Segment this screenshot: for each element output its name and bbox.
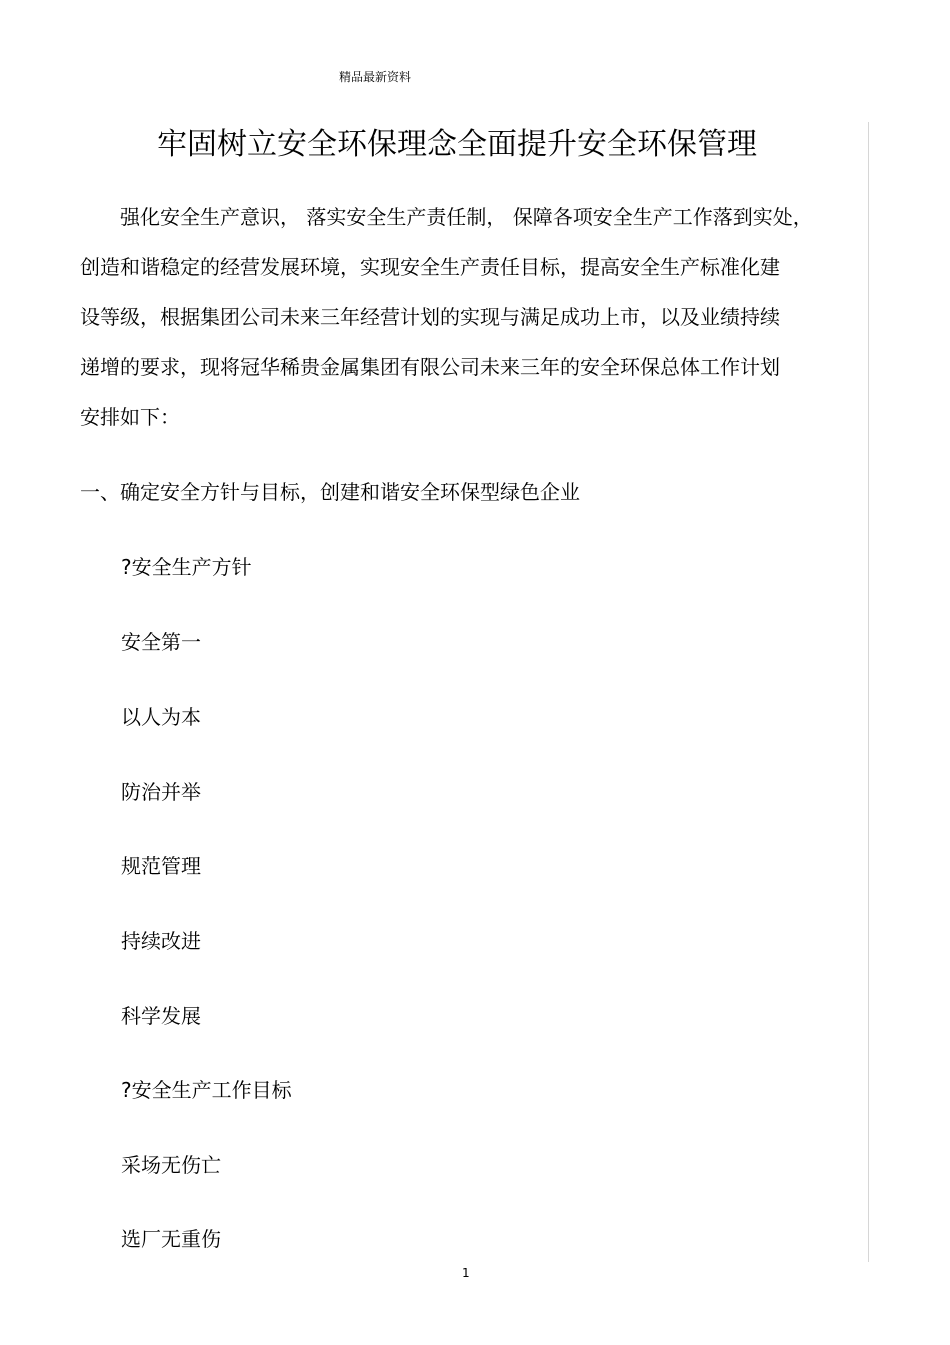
intro-line: 创造和谐稳定的经营发展环境，实现安全生产责任目标，提高安全生产标准化建 [80,255,780,279]
list-item: ?安全生产方针 [121,555,252,579]
list-item: 采场无伤亡 [121,1153,221,1177]
list-item: 以人为本 [121,705,201,729]
document-title: 牢固树立安全环保理念全面提升安全环保管理 [157,127,757,162]
intro-line: 强化安全生产意识， 落实安全生产责任制， 保障各项安全生产工作落到实处， [120,205,813,229]
intro-line: 设等级，根据集团公司未来三年经营计划的实现与满足成功上市，以及业绩持续 [80,305,780,329]
section-heading: 一、确定安全方针与目标，创建和谐安全环保型绿色企业 [80,480,580,504]
list-item: 选厂无重伤 [121,1227,221,1251]
list-item: 安全第一 [121,630,201,654]
page-edge-line [868,122,869,1262]
list-item: 持续改进 [121,929,201,953]
intro-line: 递增的要求，现将冠华稀贵金属集团有限公司未来三年的安全环保总体工作计划 [80,355,780,379]
intro-line: 安排如下： [80,405,180,429]
list-item: 规范管理 [121,854,201,878]
list-item: 防治并举 [121,780,201,804]
page-number: 1 [462,1266,470,1280]
list-item: 科学发展 [121,1004,201,1028]
header-label: 精品最新资料 [339,70,412,84]
list-item: ?安全生产工作目标 [121,1078,292,1102]
